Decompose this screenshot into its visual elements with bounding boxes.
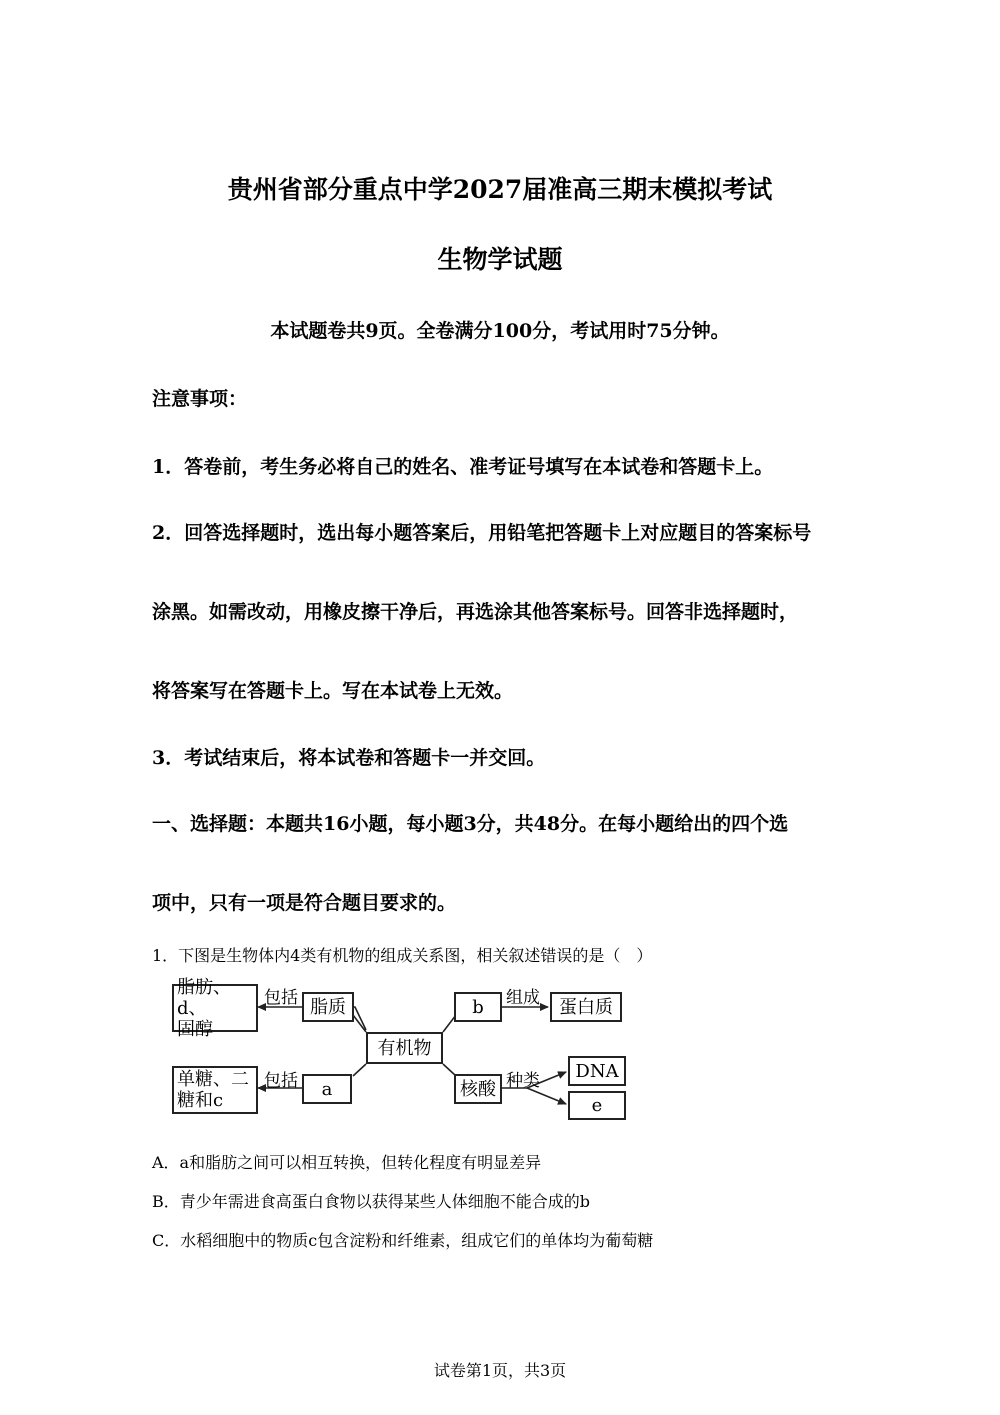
b-box: b — [454, 992, 502, 1022]
types-label: 种类 — [506, 1071, 540, 1091]
e-box: e — [568, 1091, 626, 1120]
dna-box: DNA — [568, 1056, 626, 1086]
organic-matter-diagram — [160, 976, 640, 1130]
compose-label: 组成 — [506, 988, 540, 1008]
notes-heading: 注意事项： — [152, 388, 248, 410]
note-item-2-line2: 涂黑。如需改动，用橡皮擦干净后，再选涂其他答案标号。回答非选择题时， — [152, 601, 799, 623]
exam-title: 贵州省部分重点中学2027届准高三期末模拟考试 — [227, 175, 773, 204]
note-item-2-line3: 将答案写在答题卡上。写在本试卷上无效。 — [152, 680, 514, 702]
page-footer: 试卷第1页，共3页 — [433, 1361, 567, 1380]
fat-box-line1: 脂肪、d、 — [177, 976, 231, 1019]
section-heading-line1: 一、选择题：本题共16小题，每小题3分，共48分。在每小题给出的四个选 — [152, 813, 789, 835]
fat-box-line2: 固醇 — [177, 1018, 213, 1040]
include-label-1: 包括 — [264, 988, 298, 1008]
sugar-box-line1: 单糖、二 — [177, 1069, 249, 1090]
fat-sterol-box — [172, 976, 258, 1040]
include-label-2: 包括 — [264, 1071, 298, 1091]
lipid-box: 脂质 — [302, 992, 354, 1022]
note-item-1: 1．答卷前，考生务必将自己的姓名、准考证号填写在本试卷和答题卡上。 — [152, 456, 774, 478]
option-c: C．水稻细胞中的物质c包含淀粉和纤维素，组成它们的单体均为葡萄糖 — [152, 1231, 654, 1250]
sugar-box — [172, 1066, 258, 1114]
a-box: a — [302, 1074, 352, 1104]
option-a: A．a和脂肪之间可以相互转换，但转化程度有明显差异 — [152, 1153, 542, 1172]
option-b: B．青少年需进食高蛋白食物以获得某些人体细胞不能合成的b — [152, 1192, 591, 1211]
question-1-stem: 1．下图是生物体内4类有机物的组成关系图，相关叙述错误的是（ ） — [152, 946, 653, 965]
nucleic-acid-box: 核酸 — [454, 1074, 502, 1104]
protein-box: 蛋白质 — [550, 992, 622, 1022]
exam-subtitle: 生物学试题 — [437, 245, 563, 274]
organic-matter-box: 有机物 — [366, 1032, 443, 1064]
note-item-3: 3．考试结束后，将本试卷和答题卡一并交回。 — [152, 747, 546, 769]
exam-info: 本试题卷共9页。全卷满分100分，考试用时75分钟。 — [270, 320, 730, 342]
sugar-box-line2: 糖和c — [177, 1090, 224, 1111]
note-item-2-line1: 2．回答选择题时，选出每小题答案后，用铅笔把答题卡上对应题目的答案标号 — [152, 522, 812, 544]
section-heading-line2: 项中，只有一项是符合题目要求的。 — [152, 892, 457, 914]
